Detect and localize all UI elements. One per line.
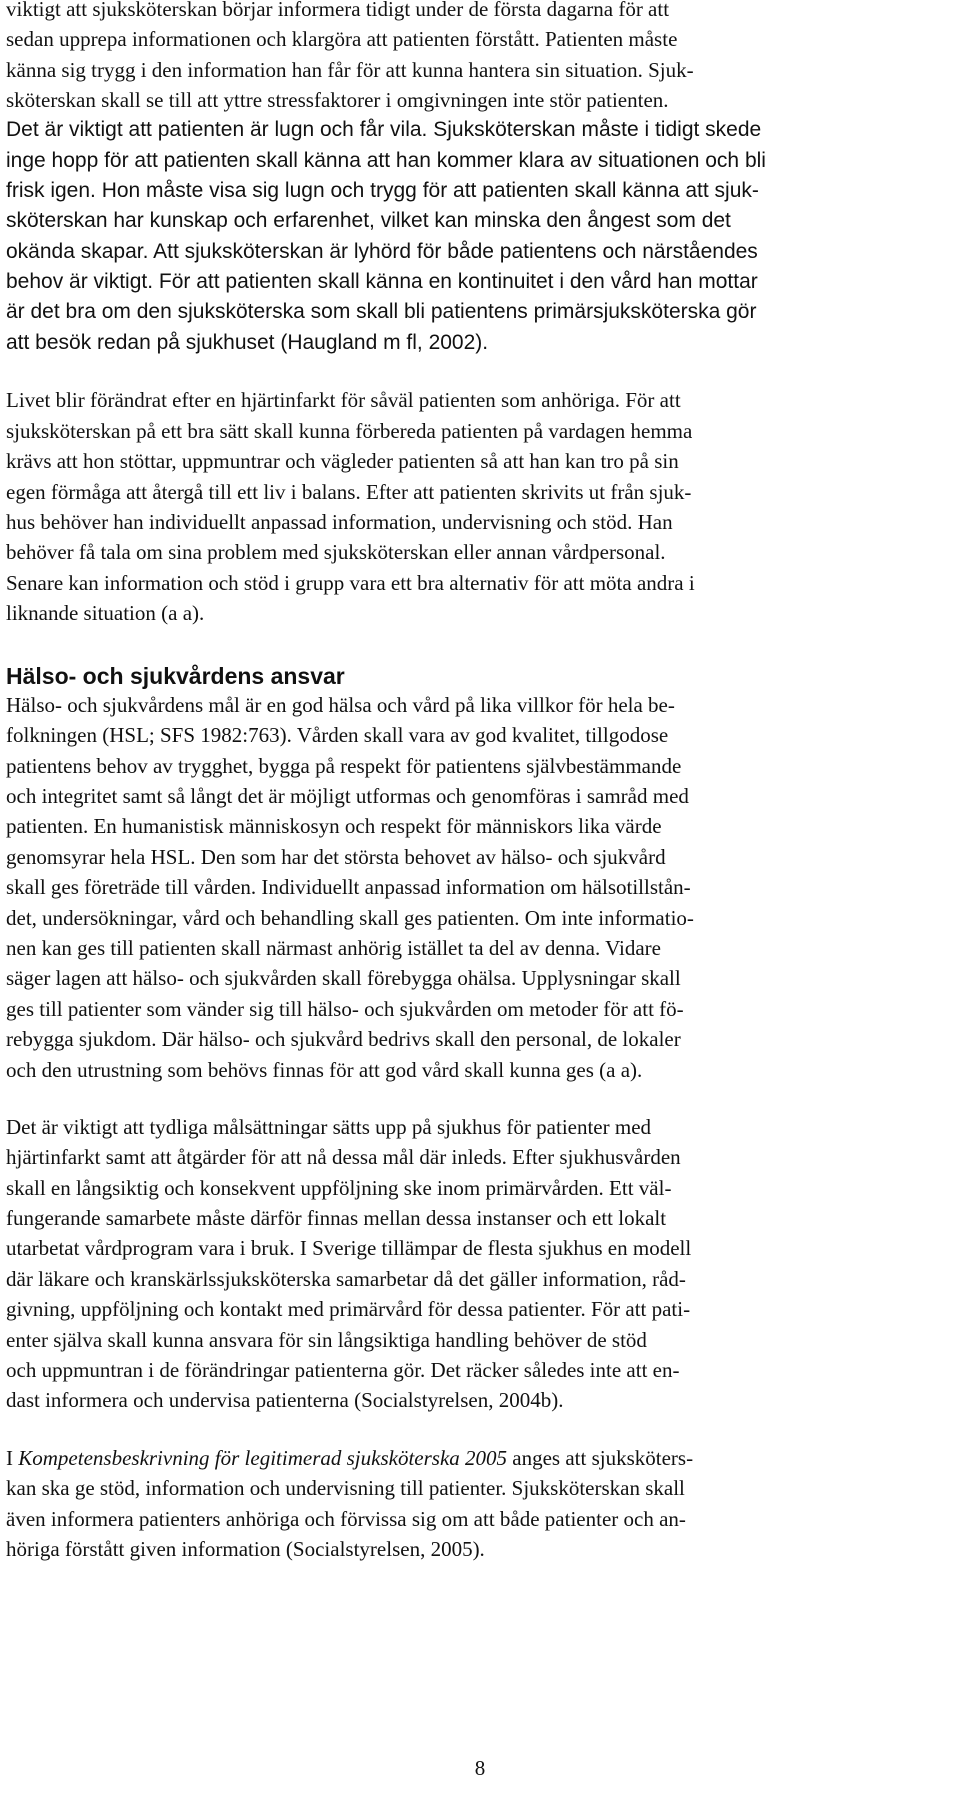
text-line: hus behöver han individuellt anpassad information, undervisning och stöd. Han <box>6 510 673 534</box>
text-line: skall en långsiktig och konsekvent uppföljning ske inom primärvården. Ett väl- <box>6 1176 672 1200</box>
text-line: patientens behov av trygghet, bygga på respekt för patientens självbestämmande <box>6 754 682 778</box>
text-line: liknande situation (a a). <box>6 601 205 625</box>
text-line: egen förmåga att återgå till ett liv i balans. Efter att patienten skrivits ut från sjuk- <box>6 480 692 504</box>
text-line: enter själva skall kunna ansvara för sin långsiktiga handling behöver de stöd <box>6 1328 647 1352</box>
text-line: Hälso- och sjukvårdens mål är en god hälsa och vård på lika villkor för hela be- <box>6 693 675 717</box>
text-line: ges till patienter som vänder sig till hälso- och sjukvården om metoder för att fö- <box>6 997 684 1021</box>
text-line: där läkare och kranskärlssjuksköterska samarbetar då det gäller information, råd- <box>6 1267 686 1291</box>
text-line: säger lagen att hälso- och sjukvården skall förebygga ohälsa. Upplysningar skall <box>6 966 681 990</box>
text-line: hjärtinfarkt samt att åtgärder för att nå dessa mål där inleds. Efter sjukhusvården <box>6 1145 681 1169</box>
text-line: det, undersökningar, vård och behandling skall ges patienten. Om inte informatio- <box>6 906 694 930</box>
text-line: är det bra om den sjuksköterska som skall bli patientens primärsjuksköterska gör <box>6 300 757 323</box>
text-line: okända skapar. Att sjuksköterskan är lyhörd för både patientens och närståendes <box>6 240 758 263</box>
section-heading: Hälso- och sjukvårdens ansvar <box>6 663 345 689</box>
text-line: behöver få tala om sina problem med sjuksköterskan eller annan vårdpersonal. <box>6 540 666 564</box>
text-line: dast informera och undervisa patienterna (Socialstyrelsen, 2004b). <box>6 1388 564 1412</box>
text-line: folkningen (HSL; SFS 1982:763). Vården skall vara av god kvalitet, tillgodose <box>6 723 669 747</box>
text-line: utarbetat vårdprogram vara i bruk. I Sverige tillämpar de flesta sjukhus en modell <box>6 1236 692 1260</box>
text-line: nen kan ges till patienten skall närmast anhörig istället ta del av denna. Vidare <box>6 936 661 960</box>
text-line: behov är viktigt. För att patienten skall känna en kontinuitet i den vård han mottar <box>6 270 758 293</box>
text-line: Det är viktigt att patienten är lugn och får vila. Sjuksköterskan måste i tidigt skede <box>6 118 762 141</box>
text-line: Livet blir förändrat efter en hjärtinfarkt för såväl patienten som anhöriga. För att <box>6 388 681 412</box>
text-line: Senare kan information och stöd i grupp vara ett bra alternativ för att möta andra i <box>6 571 695 595</box>
text-line: skall ges företräde till vården. Individuellt anpassad information om hälsotillstån- <box>6 875 691 899</box>
text-line: kan ska ge stöd, information och undervisning till patienter. Sjuksköterskan skall <box>6 1476 685 1500</box>
text-line: sköterskan har kunskap och erfarenhet, vilket kan minska den ångest som det <box>6 209 731 232</box>
text-line: fungerande samarbete måste därför finnas mellan dessa instanser och ett lokalt <box>6 1206 667 1230</box>
page-number: 8 <box>474 1756 486 1780</box>
text-line: givning, uppföljning och kontakt med primärvård för dessa patienter. För att pati- <box>6 1297 691 1321</box>
text-line: och integritet samt så långt det är möjligt utformas och genomföras i samråd med <box>6 784 689 808</box>
document-title-italic: Kompetensbeskrivning för legitimerad sjuksköterska 2005 <box>18 1446 508 1470</box>
text-line: att besök redan på sjukhuset (Haugland m fl, 2002). <box>6 331 489 354</box>
text-line: frisk igen. Hon måste visa sig lugn och trygg för att patienten skall känna att sjuk- <box>6 179 759 202</box>
text-line: inge hopp för att patienten skall känna att han kommer klara av situationen och bli <box>6 149 766 172</box>
text-fragment: I <box>6 1446 19 1470</box>
text-line: känna sig trygg i den information han får för att kunna hantera sin situation. Sjuk- <box>6 58 694 82</box>
text-fragment: anges att sjuksköters- <box>507 1446 694 1470</box>
text-line: rebygga sjukdom. Där hälso- och sjukvård bedrivs skall den personal, de lokaler <box>6 1027 681 1051</box>
text-line: och uppmuntran i de förändringar patienterna gör. Det räcker således inte att en- <box>6 1358 680 1382</box>
text-line: krävs att hon stöttar, uppmuntrar och vägleder patienten så att han kan tro på sin <box>6 449 679 473</box>
text-line: patienten. En humanistisk människosyn och respekt för människors lika värde <box>6 814 662 838</box>
text-line: höriga förstått given information (Socialstyrelsen, 2005). <box>6 1537 485 1561</box>
text-line: och den utrustning som behövs finnas för att god vård skall kunna ges (a a). <box>6 1058 643 1082</box>
text-line: sköterskan skall se till att yttre stressfaktorer i omgivningen inte stör patienten. <box>6 88 669 112</box>
text-line: även informera patienters anhöriga och förvissa sig om att både patienter och an- <box>6 1507 686 1531</box>
text-line: viktigt att sjuksköterskan börjar informera tidigt under de första dagarna för att <box>6 0 670 21</box>
text-line: sjuksköterskan på ett bra sätt skall kunna förbereda patienten på vardagen hemma <box>6 419 693 443</box>
text-line: sedan upprepa informationen och klargöra att patienten förstått. Patienten måste <box>6 27 678 51</box>
text-line: Det är viktigt att tydliga målsättningar sätts upp på sjukhus för patienter med <box>6 1115 652 1139</box>
text-line <box>6 1443 693 1473</box>
text-line: genomsyrar hela HSL. Den som har det största behovet av hälso- och sjukvård <box>6 845 666 869</box>
